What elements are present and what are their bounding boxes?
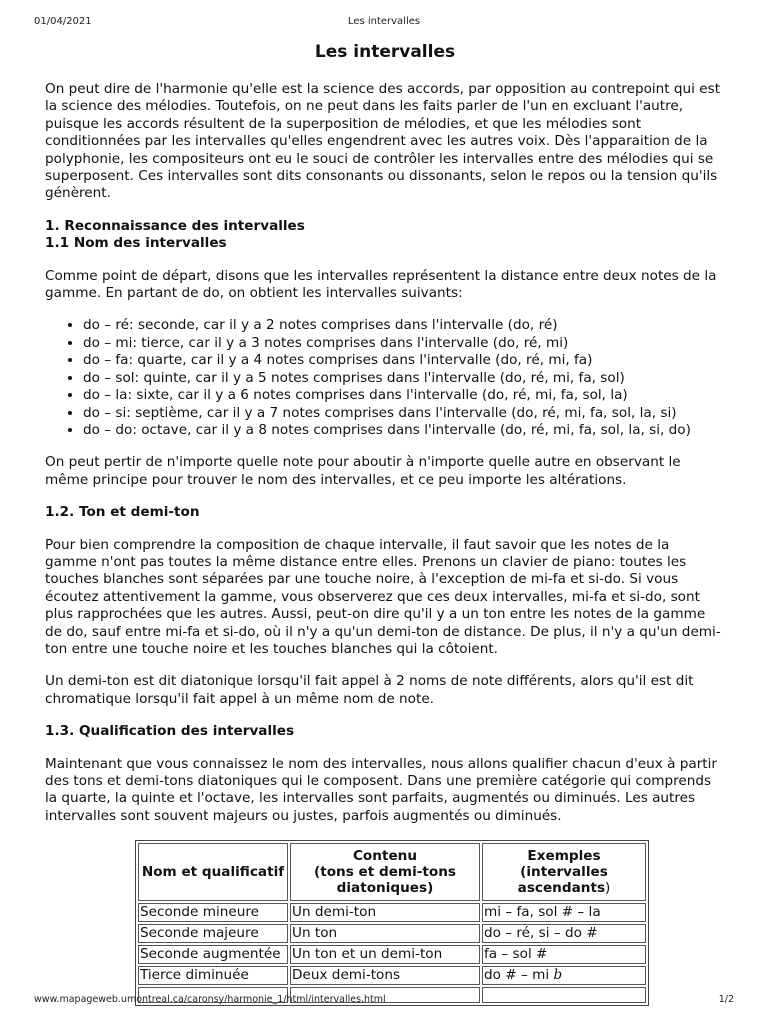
list-item: • do – ré: seconde, car il y a 2 notes comprises dans l'intervalle (do, ré) (83, 317, 725, 334)
header-content-line: Contenu (352, 848, 418, 865)
header-examples-line: (intervalles (520, 864, 608, 881)
cell-example (482, 966, 646, 985)
header-examples-line: Exemples (527, 848, 601, 865)
print-url: www.mapageweb.umontreal.ca/caronsy/harmonie_1/html/intervalles.html (34, 994, 386, 1005)
document-content (45, 38, 725, 1006)
cell-content: Un demi-ton (290, 903, 480, 922)
print-title: Les intervalles (347, 16, 421, 27)
flat-symbol: b (553, 967, 563, 984)
print-footer (34, 994, 734, 1008)
list-item: • do – mi: tierce, car il y a 3 notes comprises dans l'intervalle (do, ré, mi) (83, 335, 725, 352)
section-1-1-title: 1.1 Nom des intervalles (45, 235, 227, 252)
section-1-heading (45, 218, 725, 253)
list-item: • do – fa: quarte, car il y a 4 notes comprises dans l'intervalle (do, ré, mi, fa) (83, 352, 725, 369)
section-1-2-paragraph-1: Pour bien comprendre la composition de chaque intervalle, il faut savoir que les notes de la gamme n'ont pas toutes la même distance entre elles. Prenons un clavier de piano: toutes les touches blanches sont séparées par une touche noire, à l'exception de mi-fa et si-do. Si vous écoutez attentivement la gamme, vous observerez que ces deux intervalles, mi-fa et si-do, sont plus rapprochées que les autres. Aussi, peut-on dire qu'il y a un ton entre les notes de la gamme de do, sauf entre mi-fa et si-do, où il n'y a qu'un demi-ton de distance. De plus, il n'y a qu'un demi-ton entre une touche noire et les touches blanches qui la côtoient. (45, 536, 721, 657)
table-row (138, 903, 646, 922)
section-1-3-paragraph-1: Maintenant que vous connaissez le nom des intervalles, nous allons qualifier chacun d'eux à partir des tons et demi-tons diatoniques qui le composent. Dans une première catégorie qui comprends la quarte, la quinte et l'octave, les intervalles sont parfaits, augmentés ou diminués. Les autres intervalles sont souvent majeurs ou justes, parfois augmentés ou diminués. (45, 755, 718, 824)
cell-example: do – ré, si – do # (482, 924, 646, 943)
cell-content: Un ton et un demi-ton (290, 945, 480, 964)
page-number: 1/2 (718, 994, 734, 1005)
table-header-row (138, 843, 646, 901)
header-content (290, 843, 480, 901)
section-1-paragraph-2: On peut pertir de n'importe quelle note pour aboutir à n'importe quelle autre en observant le même principe pour trouver le nom des intervalles, et ce peu importe les altérations. (45, 454, 681, 488)
header-examples-paren: ) (605, 880, 611, 897)
print-header (34, 16, 734, 30)
section-1-2-paragraph-2: Un demi-ton est dit diatonique lorsqu'il fait appel à 2 noms de note différents, alors qu'il est dit chromatique lorsqu'il fait appel à un même nom de note. (45, 673, 694, 707)
list-item: • do – la: sixte, car il y a 6 notes comprises dans l'intervalle (do, ré, mi, fa, sol, la) (83, 387, 725, 404)
cell-content: Deux demi-tons (290, 966, 480, 985)
section-1-2-title: 1.2. Ton et demi-ton (45, 504, 200, 521)
cell-name: Tierce diminuée (138, 966, 288, 985)
list-item: • do – si: septième, car il y a 7 notes comprises dans l'intervalle (do, ré, mi, fa, sol, la, si) (83, 405, 725, 422)
header-examples-line: ascendants (517, 880, 606, 897)
section-1-title: 1. Reconnaissance des intervalles (45, 217, 305, 234)
page-title: Les intervalles (314, 42, 456, 62)
cell-example: fa – sol # (482, 945, 646, 964)
cell-name: Seconde majeure (138, 924, 288, 943)
cell-content: Un ton (290, 924, 480, 943)
header-content-line: diatoniques) (336, 880, 434, 897)
section-1-paragraph-1: Comme point de départ, disons que les intervalles représentent la distance entre deux notes de la gamme. En partant de do, on obtient les intervalles suivants: (45, 267, 717, 302)
print-date: 01/04/2021 (34, 16, 92, 27)
cell-name: Seconde augmentée (138, 945, 288, 964)
header-examples (482, 843, 646, 901)
table-row (138, 945, 646, 964)
section-1-3-title: 1.3. Qualification des intervalles (45, 723, 295, 740)
list-item: • do – do: octave, car il y a 8 notes comprises dans l'intervalle (do, ré, mi, fa, sol, la, si, do) (83, 422, 725, 439)
list-item: • do – sol: quinte, car il y a 5 notes comprises dans l'intervalle (do, ré, mi, fa, sol) (83, 370, 725, 387)
cell-example-text: do # – mi (484, 967, 554, 984)
header-name: Nom et qualificatif (138, 843, 288, 901)
header-content-line: (tons et demi-tons (313, 864, 457, 881)
table-row (138, 924, 646, 943)
intervals-table (135, 840, 649, 1006)
cell-example: mi – fa, sol # – la (482, 903, 646, 922)
cell-name: Seconde mineure (138, 903, 288, 922)
table-row (138, 966, 646, 985)
interval-list (45, 317, 725, 439)
intro-paragraph: On peut dire de l'harmonie qu'elle est la science des accords, par opposition au contrepoint qui est la science des mélodies. Toutefois, on ne peut dans les faits parler de l'un en excluant l'autre, puisque les accords résultent de la superposition de mélodies, et que les mélodies sont conditionnées par les intervalles qu'elles engendrent avec les autres voix. Dès l'apparaition de la polyphonie, les compositeurs ont eu le souci de contrôler les intervalles entre des mélodies qui se superposent. Ces intervalles sont dits consonants ou dissonants, selon le repos ou la tension qu'ils génèrent. (45, 81, 721, 202)
